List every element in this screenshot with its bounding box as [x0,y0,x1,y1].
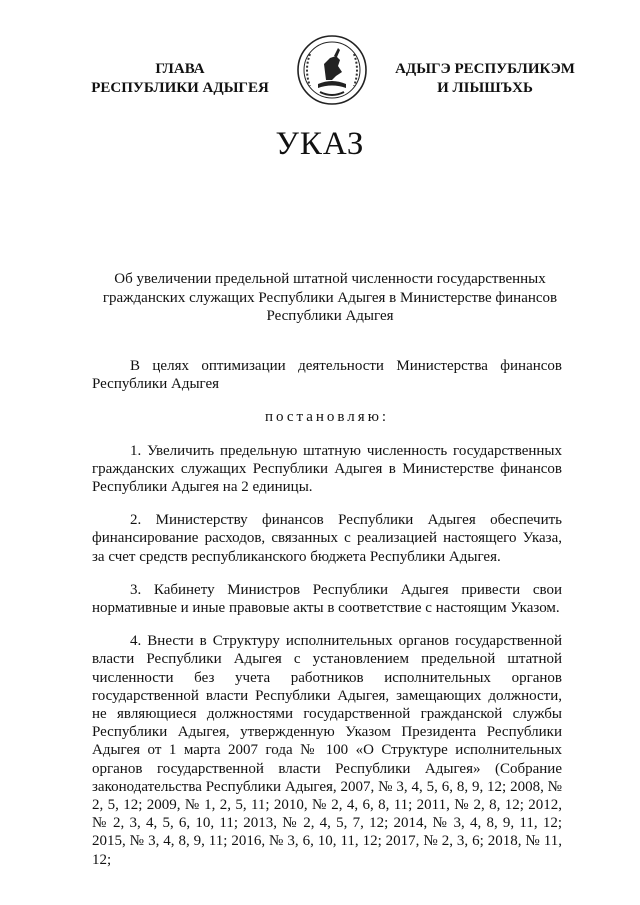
header-left-line2: РЕСПУБЛИКИ АДЫГЕЯ [91,80,269,96]
header-right-line1: АДЫГЭ РЕСПУБЛИКЭМ [395,61,575,77]
header-right-line2: И ЛIЫШЪХЬ [437,80,533,96]
paragraph-4: 4. Внести в Структуру исполнительных органов государственной власти Республики Адыгея с установлением предельной штатной численности без учета работников исполнительных органов государственной власти Республики Адыгея, замещающих должности, не являющиеся должностями государственной гражданской службы Республики Адыгея, утвержденную Указом Президента Республики Адыгея от 1 марта 2007 года № 100 «О Структуре исполнительных органов государственной власти Республики Адыгея» (Собрание законодательства Республики Адыгея, 2007, № 3, 4, 5, 6, 8, 9, 12; 2008, № 2, 5, 12; 2009, № 1, 2, 5, 11; 2010, № 2, 4, 6, 8, 11; 2011, № 2, 8, 12; 2012, № 2, 3, 4, 5, 6, 10, 11; 2013, № 2, 4, 5, 7, 12; 2014, № 3, 4, 8, 9, 11, 12; 2015, № 3, 4, 8, 9, 11; 2016, № 3, 6, 10, 11, 12; 2017, № 2, 3, 6; 2018, № 11, 12; [92,633,562,868]
document-body [92,357,562,884]
paragraph-2: 2. Министерству финансов Республики Адыгея обеспечить финансирование расходов, связанных с реализацией настоящего Указа, за счет средств республиканского бюджета Республики Адыгея. [92,512,562,565]
header-left-line1: ГЛАВА [155,61,205,77]
paragraph-3: 3. Кабинету Министров Республики Адыгея привести свои нормативные и иные правовые акты в соответствие с настоящим Указом. [92,581,562,617]
document-subject: Об увеличении предельной штатной численности государственных гражданских служащих Республики Адыгея в Министерстве финансов Республики Адыгея [102,271,558,324]
preamble: В целях оптимизации деятельности Министерства финансов Республики Адыгея [92,358,562,393]
header-left [80,60,280,98]
paragraph-1: 1. Увеличить предельную штатную численность государственных гражданских служащих Республики Адыгея в Министерстве финансов Республики Адыгея на 2 единицы. [92,442,562,496]
decree-word: постановляю: [264,409,390,426]
coat-of-arms-emblem-icon [296,34,368,106]
header-right [385,60,585,98]
document-title: УКАЗ [275,126,365,162]
